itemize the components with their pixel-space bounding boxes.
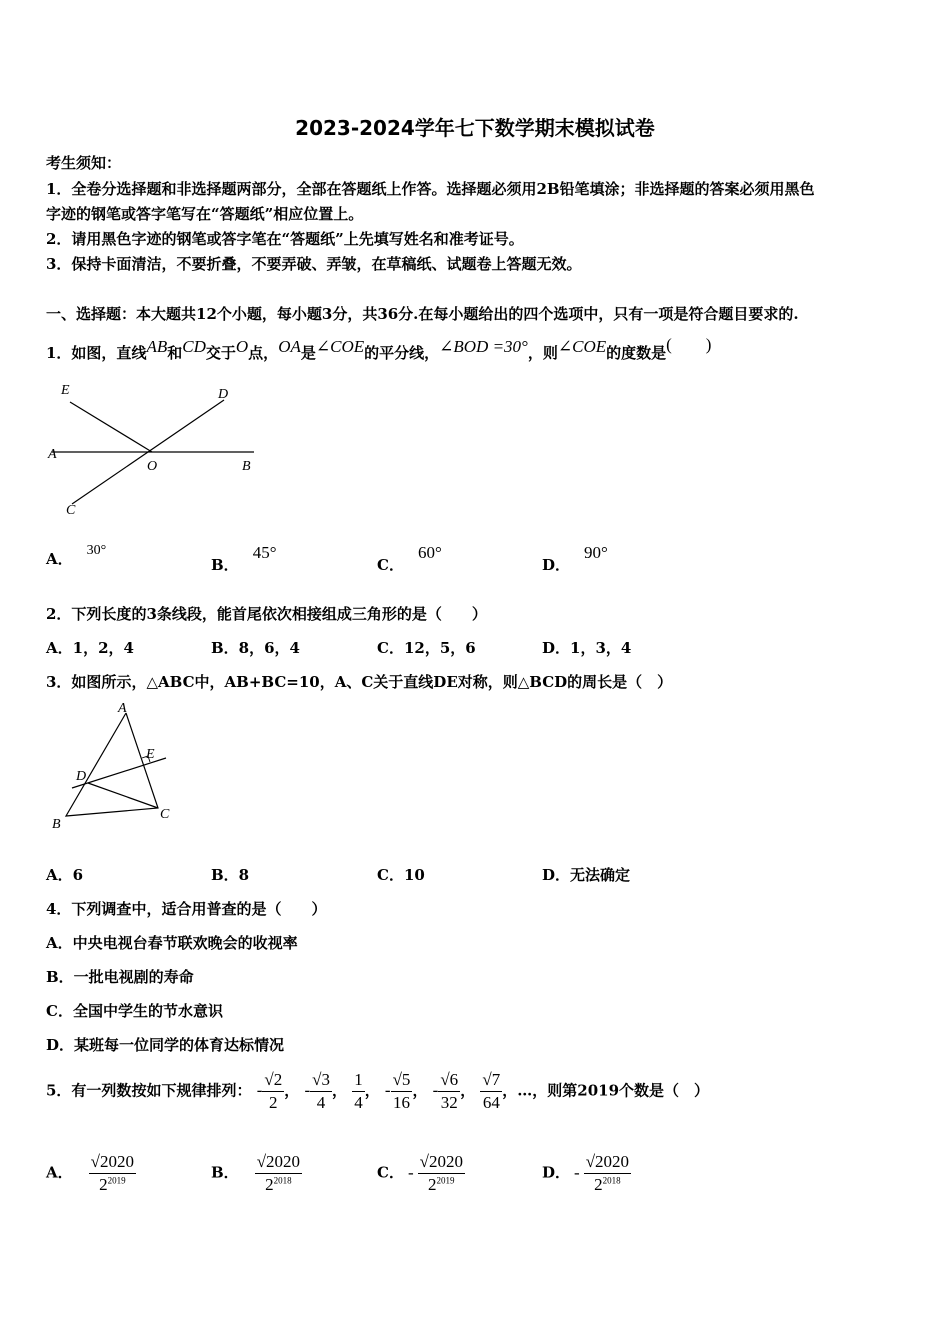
q3-option-c[interactable]: C．10 [377, 866, 425, 884]
q1-he: 和 [167, 344, 183, 362]
q3-option-d[interactable]: D．无法确定 [542, 866, 631, 884]
segment-dc [88, 783, 158, 808]
q5-option-a-fraction [89, 1152, 136, 1195]
label-d: D [76, 769, 87, 784]
q5-term-4-sign: - [384, 1080, 391, 1100]
q1-shi: 是 [300, 344, 316, 362]
q1-prefix: 1．如图，直线 [46, 344, 147, 362]
q5-option-d-base: 2 [594, 1175, 603, 1194]
q4-stem: 4．下列调查中，适合用普查的是（ ） [46, 900, 327, 918]
label-c: C [66, 503, 76, 518]
q4-option-d[interactable]: D．某班每一位同学的体育达标情况 [46, 1036, 285, 1054]
q2-option-a[interactable]: A．1，2，4 [46, 639, 134, 657]
q5-term-1-den: 2 [269, 1093, 278, 1112]
label-e: E [61, 383, 70, 398]
q1-stem [46, 330, 711, 363]
q1-option-d-letter: D． [542, 556, 571, 574]
q5-option-d-num: √2020 [584, 1152, 631, 1174]
notice-heading: 考生须知： [46, 154, 122, 172]
q5-term-4-num: √5 [391, 1070, 413, 1092]
q5-option-d-fraction [584, 1152, 631, 1195]
q5-option-a-base: 2 [99, 1175, 108, 1194]
q5-option-c[interactable] [377, 1152, 465, 1195]
q4-option-b[interactable]: B．一批电视剧的寿命 [46, 968, 194, 986]
q1-option-d-value: 90° [584, 543, 608, 562]
label-e: E [146, 747, 155, 762]
q5-term-2-den: 4 [316, 1093, 326, 1112]
q2-option-d[interactable]: D．1，3，4 [542, 639, 632, 657]
q1-jiaoyu: 交于 [205, 344, 236, 362]
q2-stem: 2．下列长度的3条线段，能首尾依次相接组成三角形的是（ ） [46, 605, 487, 623]
q5-option-a-exp: 2019 [107, 1175, 126, 1186]
q5-option-a[interactable] [46, 1152, 136, 1195]
notice-line-1: 1．全卷分选择题和非选择题两部分，全部在答题纸上作答。选择题必须用2B铅笔填涂；非选择题的答案必须用黑色 [46, 180, 815, 198]
q5-term-2-sign: - [304, 1080, 311, 1100]
q5-term-2 [310, 1070, 332, 1113]
q4-option-c[interactable]: C．全国中学生的节水意识 [46, 1002, 223, 1020]
q1-angle-coe: ∠COE [315, 337, 365, 356]
label-d: D [218, 387, 229, 402]
label-o: O [147, 459, 158, 474]
q3-option-b[interactable]: B．8 [211, 866, 250, 884]
q5-option-b-base: 2 [265, 1175, 274, 1194]
q1-angle-bod: ∠BOD =30° [439, 337, 528, 356]
q1-dian: 点， [248, 344, 279, 362]
q4-option-a[interactable]: A．中央电视台春节联欢晚会的收视率 [46, 934, 298, 952]
page-title: 2023-2024学年七下数学期末模拟试卷 [295, 116, 655, 140]
q5-term-6 [480, 1070, 502, 1113]
q5-option-c-sign: - [407, 1162, 414, 1182]
q3-figure [46, 698, 186, 834]
q3-stem: 3．如图所示，△ABC中，AB+BC=10，A、C关于直线DE对称，则△BCD的周长是（ ） [46, 673, 673, 691]
q1-suffix: 的度数是 [606, 344, 667, 362]
q1-option-d[interactable] [542, 543, 608, 575]
q1-bisector: 的平分线， [364, 344, 440, 362]
notice-line-1b: 字迹的钢笔或答字笔写在“答题纸”相应位置上。 [46, 205, 364, 223]
q5-term-5-sign: - [432, 1080, 439, 1100]
q1-option-b-value: 45° [252, 543, 277, 562]
label-a: A [48, 447, 57, 462]
q5-option-d-letter: D． [542, 1163, 571, 1182]
q5-option-c-fraction [418, 1152, 465, 1195]
q5-option-b-exp: 2018 [273, 1175, 292, 1186]
q5-suffix: ，…，则第2019个数是（ ） [502, 1081, 710, 1100]
q5-term-5-den: 32 [440, 1093, 458, 1112]
q1-option-c-value: 60° [417, 543, 442, 562]
q5-option-c-num: √2020 [418, 1152, 465, 1174]
q1-option-c-letter: C． [377, 556, 404, 574]
ray-oe [70, 402, 152, 452]
q1-ze: ，则 [527, 344, 558, 362]
q5-option-d-exp: 2018 [602, 1175, 621, 1186]
label-b: B [52, 817, 61, 832]
label-a: A [118, 701, 127, 716]
label-b: B [242, 459, 251, 474]
q5-term-5 [438, 1070, 460, 1113]
q1-option-a[interactable] [46, 543, 106, 569]
q1-o: O [235, 337, 249, 356]
q1-cd: CD [182, 337, 206, 356]
q2-option-c[interactable]: C．12，5，6 [377, 639, 476, 657]
notice-line-3: 3．保持卡面清洁，不要折叠，不要弄破、弄皱，在草稿纸、试题卷上答题无效。 [46, 255, 582, 273]
q5-option-b[interactable] [211, 1152, 302, 1195]
q5-option-a-num: √2020 [89, 1152, 136, 1174]
q2-option-b[interactable]: B．8，6，4 [211, 639, 300, 657]
q5-option-b-num: √2020 [255, 1152, 302, 1174]
q5-option-c-letter: C． [377, 1163, 404, 1182]
q5-prefix: 5．有一列数按如下规律排列： [46, 1081, 252, 1100]
q5-option-b-fraction [255, 1152, 302, 1195]
q5-term-5-num: √6 [438, 1070, 460, 1092]
q1-figure [40, 378, 280, 518]
q1-option-a-letter: A． [46, 550, 73, 568]
label-c: C [160, 807, 170, 822]
q5-term-3-num: 1 [352, 1070, 365, 1092]
section-heading: 一、选择题：本大题共12个小题，每小题3分，共36分.在每小题给出的四个选项中，只有一项是符合题目要求的. [46, 305, 799, 323]
q1-angle-coe-2: ∠COE [557, 337, 607, 356]
notice-line-2: 2．请用黑色字迹的钢笔或答字笔在“答题纸”上先填写姓名和准考证号。 [46, 230, 524, 248]
q5-option-c-exp: 2019 [436, 1175, 455, 1186]
q3-option-a[interactable]: A．6 [46, 866, 84, 884]
q1-option-a-value: 30° [86, 543, 107, 558]
q5-option-d-sign: - [574, 1162, 580, 1182]
q5-term-4 [391, 1070, 413, 1113]
q5-term-3-den: 4 [354, 1093, 363, 1112]
q1-paren: ( ) [666, 335, 712, 354]
q5-term-1 [262, 1070, 284, 1113]
q1-option-c[interactable] [377, 543, 442, 575]
q5-term-4-den: 16 [393, 1093, 411, 1112]
q5-option-a-letter: A． [46, 1163, 73, 1182]
q5-term-6-num: √7 [480, 1070, 502, 1092]
q5-term-3 [352, 1070, 365, 1113]
q5-option-b-letter: B． [211, 1163, 239, 1182]
q1-oa: OA [278, 337, 301, 356]
q5-term-1-num: √2 [262, 1070, 284, 1092]
q1-option-b-letter: B． [211, 556, 239, 574]
q5-option-c-base: 2 [428, 1175, 437, 1194]
q5-term-2-num: √3 [310, 1070, 332, 1092]
q5-term-1-sign: - [256, 1080, 263, 1100]
q5-term-6-den: 64 [482, 1093, 500, 1112]
q5-option-d[interactable] [542, 1152, 631, 1195]
q1-option-b[interactable] [211, 543, 277, 575]
q1-ab: AB [146, 337, 168, 356]
q5-stem: 5．有一列数按如下规律排列： - $\frac{√2}{2}$ ， - $\frac{√3}{4}$ ， $\frac{1}{4}$ ， - $\frac{√5}{16}$ ， - $\frac{√6}{32}$ ， $\frac{√7}{64}$ ，…，则第2019个数是（ ） [46, 1070, 710, 1112]
